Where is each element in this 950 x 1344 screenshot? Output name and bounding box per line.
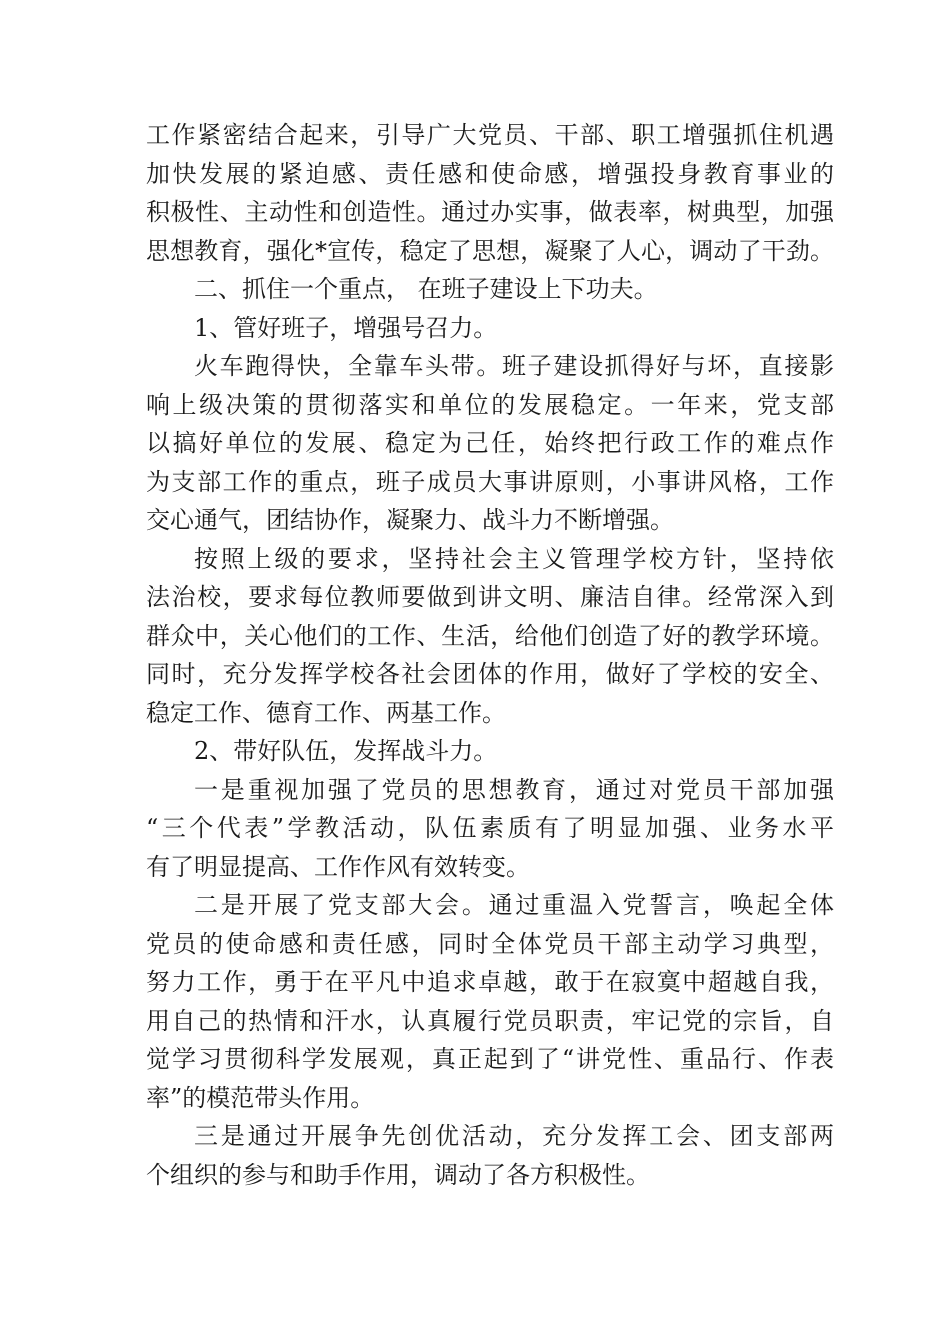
text-line: 响上级决策的贯彻落实和单位的发展稳定。一年来，党支部 — [146, 390, 834, 419]
text-line: 二是开展了党支部大会。通过重温入党誓言，唤起全体 — [194, 891, 834, 919]
text-line: 群众中，关心他们的工作、生活，给他们创造了好的教学环境。 — [146, 621, 834, 650]
text-line: 法治校，要求每位教师要做到讲文明、廉洁自律。经常深入到 — [146, 583, 834, 611]
text-line: 火车跑得快，全靠车头带。班子建设抓得好与坏，直接影 — [194, 352, 834, 380]
text-line: 努力工作，勇于在平凡中追求卓越，敢于在寂寞中超越自我， — [146, 968, 834, 996]
text-line: 为支部工作的重点，班子成员大事讲原则，小事讲风格，工作 — [146, 467, 834, 496]
text-line: 党员的使命感和责任感，同时全体党员干部主动学习典型， — [146, 929, 834, 958]
text-line: 觉学习贯彻科学发展观，真正起到了“讲党性、重品行、作表 — [146, 1045, 834, 1073]
text-line: 1、管好班子，增强号召力。 — [194, 313, 498, 342]
text-line: 个组织的参与和助手作用，调动了各方积极性。 — [146, 1160, 650, 1189]
text-line: 以搞好单位的发展、稳定为己任，始终把行政工作的难点作 — [146, 429, 834, 457]
document-body — [146, 116, 834, 1194]
text-line: 加快发展的紧迫感、责任感和使命感，增强投身教育事业的 — [146, 159, 834, 188]
text-line: “三个代表”学教活动，队伍素质有了明显加强、业务水平 — [146, 814, 834, 842]
text-line: 用自己的热情和汗水，认真履行党员职责，牢记党的宗旨，自 — [146, 1006, 834, 1035]
text-line: 一是重视加强了党员的思想教育，通过对党员干部加强 — [194, 775, 834, 804]
text-line: 率”的模范带头作用。 — [146, 1083, 375, 1112]
text-line: 三是通过开展争先创优活动，充分发挥工会、团支部两 — [194, 1122, 834, 1150]
text-line: 有了明显提高、工作作风有效转变。 — [146, 852, 530, 881]
text-line: 稳定工作、德育工作、两基工作。 — [146, 698, 506, 727]
text-line: 交心通气，团结协作，凝聚力、战斗力不断增强。 — [146, 506, 674, 534]
text-line: 2、带好队伍，发挥战斗力。 — [194, 737, 498, 765]
text-line: 按照上级的要求，坚持社会主义管理学校方针，坚持依 — [194, 544, 834, 573]
text-line: 同时，充分发挥学校各社会团体的作用，做好了学校的安全、 — [146, 660, 834, 688]
text-line: 积极性、主动性和创造性。通过办实事，做表率，树典型，加强 — [146, 198, 834, 226]
text-line: 二、抓住一个重点， 在班子建设上下功夫。 — [194, 275, 658, 303]
text-line: 工作紧密结合起来，引导广大党员、干部、职工增强抓住机遇 — [146, 121, 834, 149]
text-line: 思想教育，强化*宣传，稳定了思想，凝聚了人心，调动了干劲。 — [146, 236, 834, 265]
